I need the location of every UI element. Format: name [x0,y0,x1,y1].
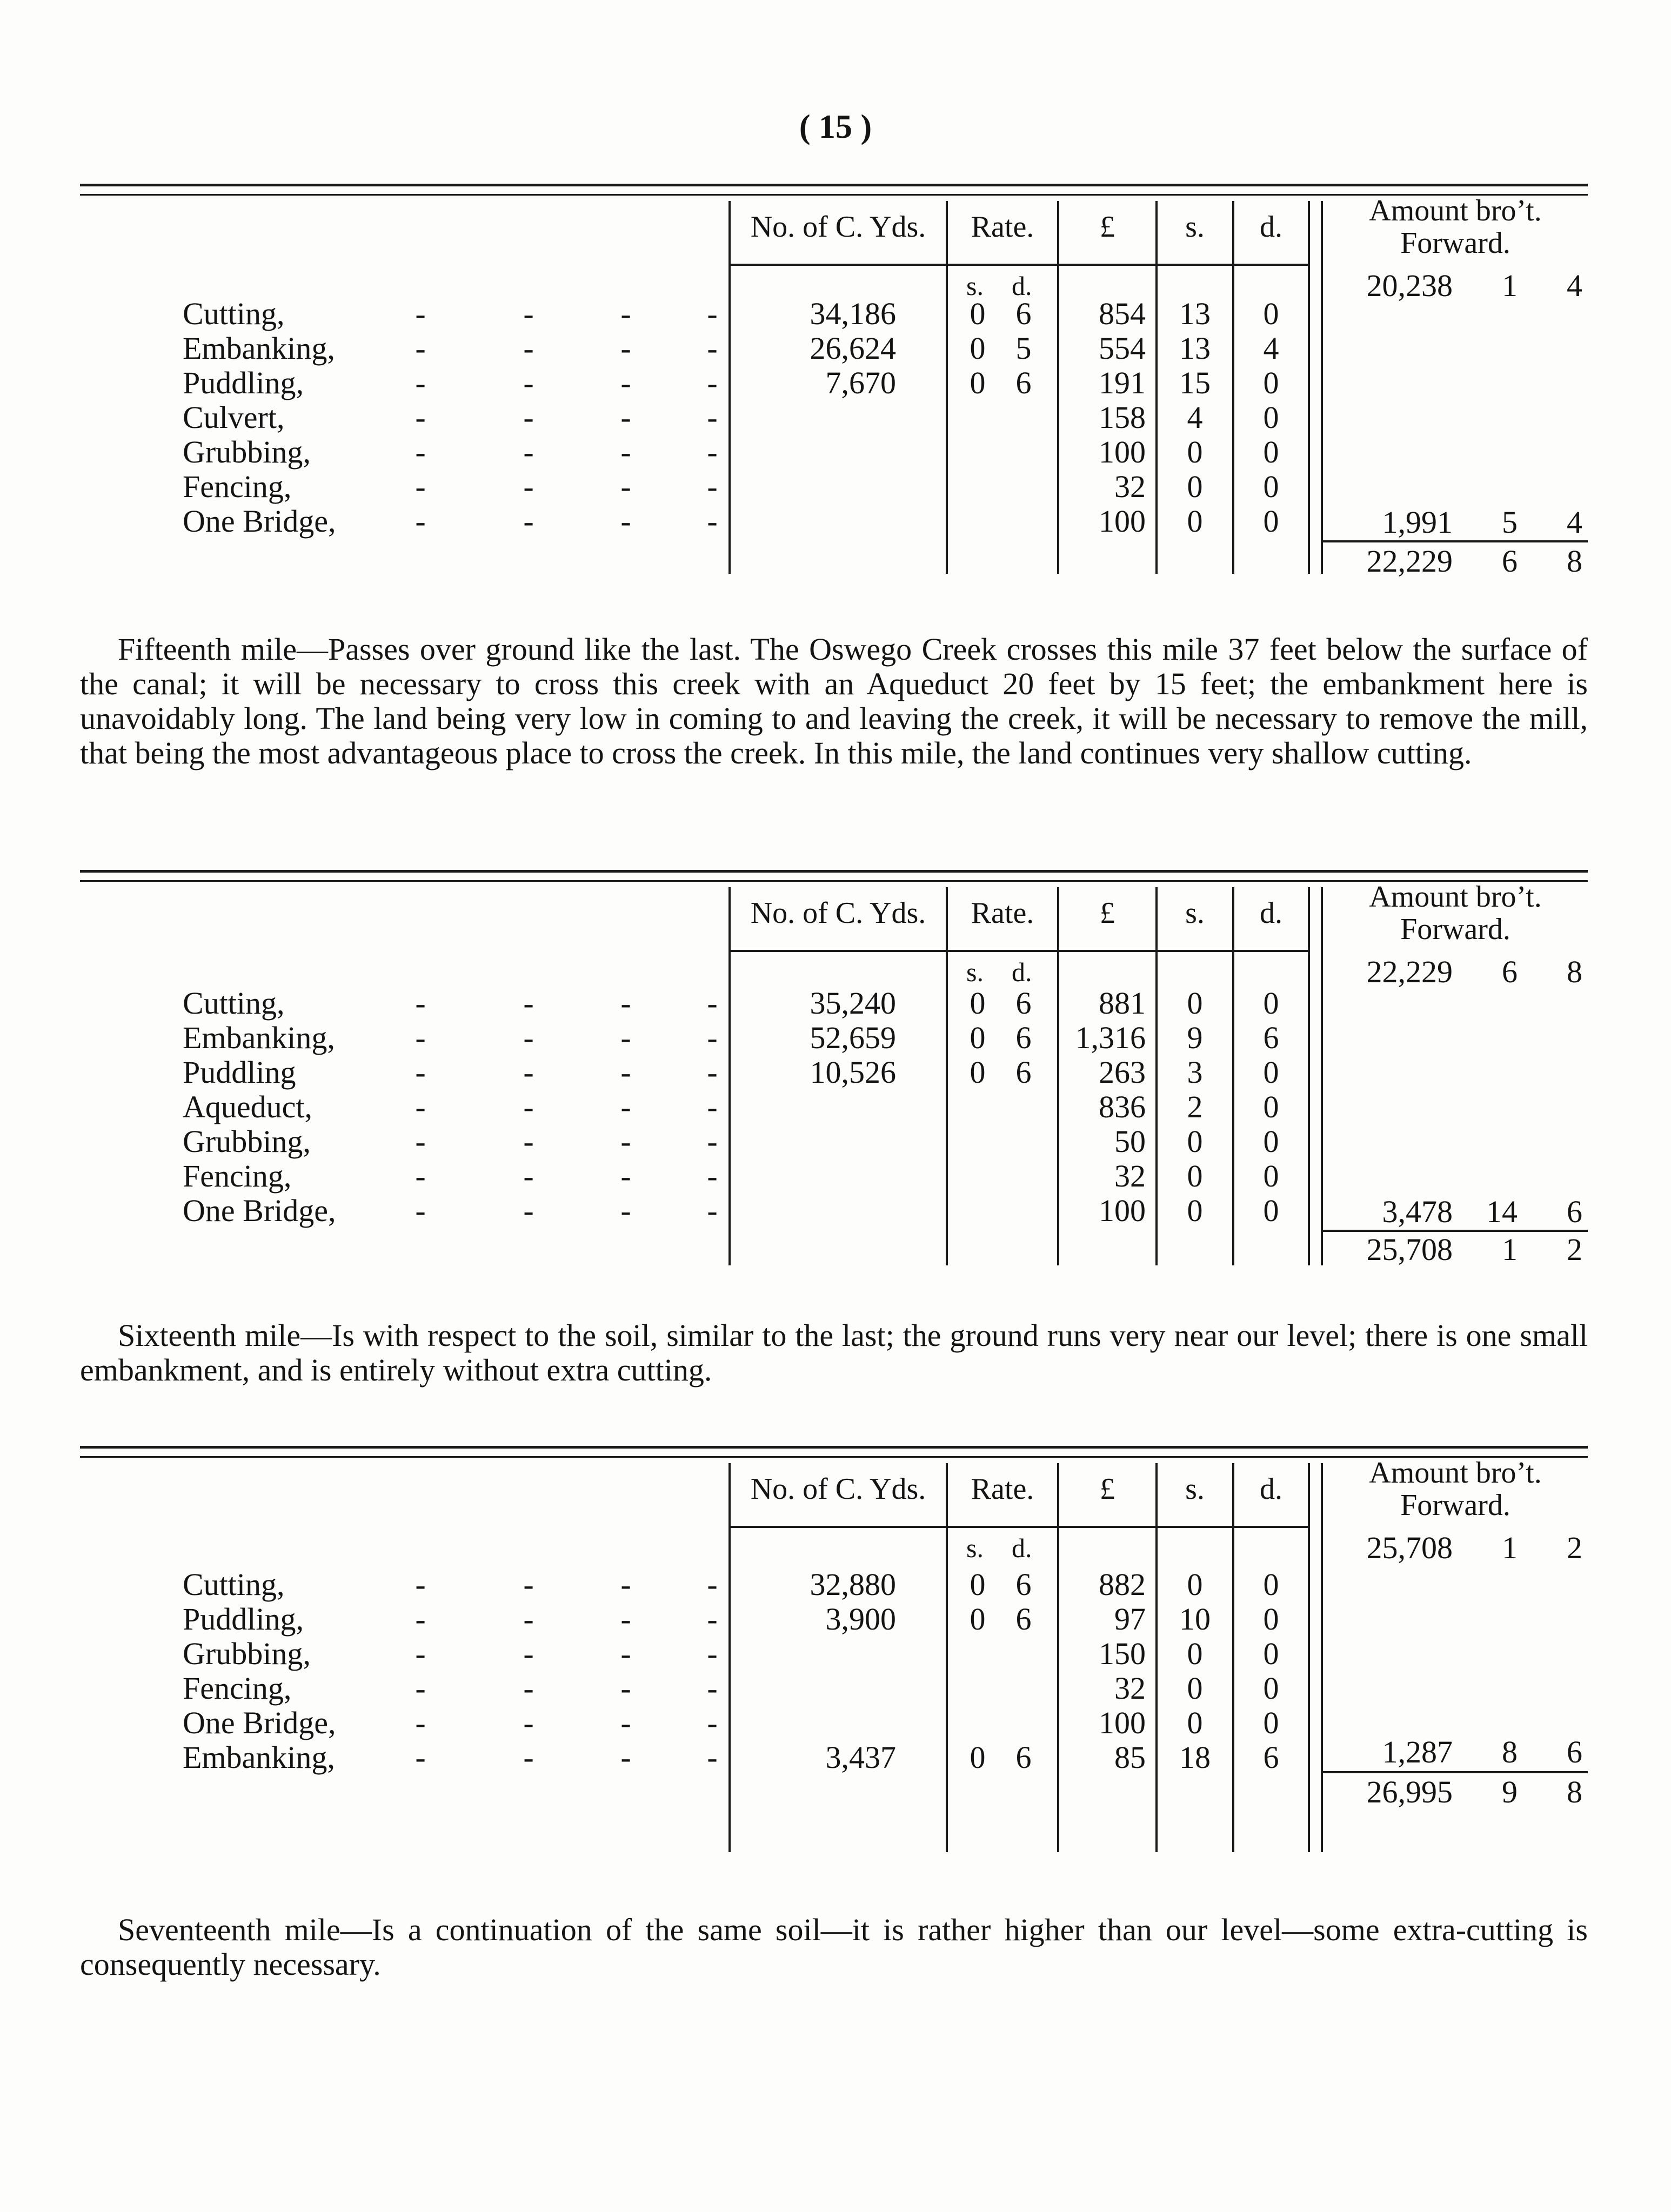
table-row [80,1568,1588,1601]
leader-dash: - [523,1671,534,1706]
cell-yards: 35,240 [810,986,896,1021]
header-amount-forward [1323,881,1588,946]
leader-dash: - [523,1601,534,1637]
table-top-rule [80,870,1588,882]
leader-dash: - [523,1705,534,1740]
subtotal-l: 3,478 [1382,1194,1453,1229]
paragraph-text: Sixteenth mile—Is with respect to the soil, similar to the last; the ground runs very near our level; there is one small embankment, and is entirely without extra cutting. [80,1318,1588,1387]
leader-dash: - [415,434,426,470]
cell-item: Cutting, [183,986,285,1021]
leader-dash: - [415,296,426,331]
amount-header-line2: Forward. [1400,226,1510,260]
cost-table-fifteenth-mile [80,870,1588,1270]
cell-rate-d: 6 [1015,1020,1032,1055]
header-pounds: £ [1100,210,1115,244]
cell-d: 0 [1263,1124,1279,1159]
table-row [80,1706,1588,1740]
leader-dash: - [415,400,426,435]
cell-item: One Bridge, [183,504,336,539]
cell-rate-s: 0 [970,1601,986,1637]
forward-d: 2 [1567,1530,1582,1565]
cell-d: 0 [1263,504,1279,539]
cell-item: Puddling [183,1055,296,1090]
header-pounds: £ [1100,1472,1115,1506]
leader-dash: - [620,296,631,331]
total-l: 22,229 [1366,544,1453,579]
header-pence: d. [1260,896,1282,930]
cell-d: 0 [1263,986,1279,1021]
cell-d: 6 [1263,1020,1279,1055]
leader-dash: - [523,1193,534,1228]
leader-dash: - [707,400,718,435]
cost-table-sixteenth-mile [80,1446,1588,1856]
subtotal-d: 4 [1567,505,1582,540]
cell-l: 854 [1099,296,1146,331]
cell-rate-s: 0 [970,1020,986,1055]
leader-dash: - [523,1636,534,1671]
paragraph-seventeenth-mile [80,1913,1588,1982]
cell-rate-s: 0 [970,1055,986,1090]
cell-rate-d: 6 [1015,1601,1032,1637]
cell-s: 15 [1179,365,1211,400]
leader-dash: - [415,1601,426,1637]
rate-d-label: d. [1012,1533,1032,1563]
cell-item: Grubbing, [183,434,311,470]
cell-d: 0 [1263,365,1279,400]
table-row [80,1021,1588,1055]
header-yards: No. of C. Yds. [750,1472,926,1506]
forward-l: 20,238 [1366,268,1453,303]
cell-l: 85 [1114,1740,1146,1775]
table-row [80,1056,1588,1089]
leader-dash: - [415,1089,426,1124]
cell-item: Grubbing, [183,1124,311,1159]
leader-dash: - [415,1055,426,1090]
cell-l: 554 [1099,331,1146,366]
subtotal-l: 1,991 [1382,505,1453,540]
total-d: 8 [1567,544,1582,579]
leader-dash: - [707,1055,718,1090]
subtotal-s: 14 [1486,1194,1518,1229]
leader-dash: - [707,331,718,366]
header-pounds: £ [1100,896,1115,930]
leader-dash: - [707,365,718,400]
cell-l: 100 [1099,504,1146,539]
cell-d: 4 [1263,331,1279,366]
forward-l: 25,708 [1366,1530,1453,1565]
cell-s: 13 [1179,296,1211,331]
cell-d: 0 [1263,1705,1279,1740]
amount-header-line1: Amount bro’t. [1369,194,1542,227]
cell-s: 0 [1187,1193,1203,1228]
cell-rate-s: 0 [970,365,986,400]
cell-d: 0 [1263,434,1279,470]
cell-l: 263 [1099,1055,1146,1090]
leader-dash: - [707,1671,718,1706]
forward-d: 4 [1567,268,1582,303]
header-pence: d. [1260,1472,1282,1506]
cell-l: 882 [1099,1567,1146,1602]
forward-l: 22,229 [1366,954,1453,989]
amount-header-line1: Amount bro’t. [1369,1456,1542,1490]
cell-s: 0 [1187,1705,1203,1740]
cell-s: 0 [1187,1567,1203,1602]
total-d: 8 [1567,1774,1582,1809]
cell-s: 3 [1187,1055,1203,1090]
leader-dash: - [620,1567,631,1602]
cell-item: Puddling, [183,365,304,400]
header-rate: Rate. [971,896,1034,930]
leader-dash: - [415,1636,426,1671]
leader-dash: - [620,400,631,435]
cell-l: 100 [1099,1193,1146,1228]
header-shillings: s. [1185,896,1205,930]
forward-s: 1 [1502,268,1518,303]
cell-s: 0 [1187,1636,1203,1671]
amount-header-line2: Forward. [1400,913,1510,946]
rate-s-label: s. [966,1533,984,1563]
leader-dash: - [523,331,534,366]
leader-dash: - [415,1158,426,1194]
paragraph-sixteenth-mile [80,1318,1588,1387]
header-underline [728,264,1308,266]
cell-l: 97 [1114,1601,1146,1637]
leader-dash: - [707,1705,718,1740]
leader-dash: - [620,1055,631,1090]
cell-s: 0 [1187,1671,1203,1706]
cell-d: 0 [1263,1636,1279,1671]
cell-l: 191 [1099,365,1146,400]
leader-dash: - [415,469,426,504]
forward-d: 8 [1567,954,1582,989]
leader-dash: - [523,434,534,470]
leader-dash: - [620,504,631,539]
table-row [80,332,1588,365]
cell-l: 32 [1114,1671,1146,1706]
table-row [80,1194,1588,1228]
forward-s: 1 [1502,1530,1518,1565]
total-s: 1 [1502,1232,1518,1267]
leader-dash: - [415,1124,426,1159]
subtotal-l: 1,287 [1382,1734,1453,1769]
leader-dash: - [620,1193,631,1228]
leader-dash: - [523,1055,534,1090]
leader-dash: - [523,1020,534,1055]
leader-dash: - [523,1089,534,1124]
leader-dash: - [620,1124,631,1159]
header-yards: No. of C. Yds. [750,896,926,930]
header-yards: No. of C. Yds. [750,210,926,244]
cell-item: Aqueduct, [183,1089,312,1124]
leader-dash: - [620,1601,631,1637]
paragraph-text: Seventeenth mile—Is a continuation of the same soil—it is rather higher than our level—some extra-cutting is consequently necessary. [80,1912,1588,1982]
cell-rate-d: 6 [1015,1055,1032,1090]
cell-l: 881 [1099,986,1146,1021]
cell-d: 6 [1263,1740,1279,1775]
cell-rate-d: 6 [1015,1740,1032,1775]
rate-d-label: d. [1012,271,1032,301]
leader-dash: - [707,1740,718,1775]
cell-yards: 3,437 [825,1740,896,1775]
table-row [80,1672,1588,1705]
leader-dash: - [415,331,426,366]
leader-dash: - [415,1705,426,1740]
table-row [80,297,1588,331]
cell-l: 32 [1114,469,1146,504]
leader-dash: - [620,331,631,366]
header-amount-forward [1323,1457,1588,1521]
leader-dash: - [707,469,718,504]
cell-item: One Bridge, [183,1705,336,1740]
cell-l: 100 [1099,1705,1146,1740]
cell-item: Puddling, [183,1601,304,1637]
leader-dash: - [707,1601,718,1637]
cell-d: 0 [1263,296,1279,331]
total-rule [1321,1230,1588,1232]
cell-rate-s: 0 [970,1567,986,1602]
cell-rate-s: 0 [970,331,986,366]
cell-item: Embanking, [183,1740,335,1775]
cell-item: Embanking, [183,1020,335,1055]
leader-dash: - [415,986,426,1021]
cell-yards: 7,670 [825,365,896,400]
cell-item: Cutting, [183,296,285,331]
leader-dash: - [707,1089,718,1124]
total-s: 9 [1502,1774,1518,1809]
cell-s: 13 [1179,331,1211,366]
cell-l: 50 [1114,1124,1146,1159]
cell-d: 0 [1263,1158,1279,1194]
subtotal-s: 8 [1502,1734,1518,1769]
table-row [80,987,1588,1020]
cell-s: 0 [1187,1158,1203,1194]
table-top-rule [80,184,1588,196]
leader-dash: - [707,1124,718,1159]
table-row [80,470,1588,504]
cell-yards: 32,880 [810,1567,896,1602]
header-amount-forward [1323,195,1588,259]
table-row [80,401,1588,434]
leader-dash: - [620,1020,631,1055]
table-top-rule [80,1446,1588,1458]
total-d: 2 [1567,1232,1582,1267]
cell-l: 150 [1099,1636,1146,1671]
cell-item: Fencing, [183,1158,292,1194]
total-l: 25,708 [1366,1232,1453,1267]
leader-dash: - [620,365,631,400]
cost-table-fourteenth-mile [80,184,1588,584]
leader-dash: - [523,1158,534,1194]
cell-rate-d: 6 [1015,1567,1032,1602]
cell-item: Grubbing, [183,1636,311,1671]
leader-dash: - [620,1671,631,1706]
paragraph-fifteenth-mile [80,632,1588,770]
leader-dash: - [415,1193,426,1228]
leader-dash: - [620,1740,631,1775]
cell-rate-d: 6 [1015,986,1032,1021]
cell-item: Culvert, [183,400,285,435]
cell-rate-s: 0 [970,986,986,1021]
table-row [80,1603,1588,1636]
table-row [80,366,1588,400]
cell-s: 0 [1187,434,1203,470]
leader-dash: - [620,1705,631,1740]
leader-dash: - [620,986,631,1021]
total-l: 26,995 [1366,1774,1453,1809]
subtotal-d: 6 [1567,1194,1582,1229]
cell-l: 100 [1099,434,1146,470]
amount-header-line1: Amount bro’t. [1369,880,1542,914]
total-rule [1321,540,1588,542]
cell-rate-d: 6 [1015,365,1032,400]
paragraph-text: Fifteenth mile—Passes over ground like the last. The Oswego Creek crosses this mile 37 feet below the surface of the canal; it will be necessary to cross this creek with an Aqueduct 20 feet by 15 feet; the embankment here is unavoidably long. The land being very low in coming to and leaving the creek, it will be necessary to remove the mill, that being the most advantageous place to cross the creek. In this mile, the land continues very shallow cutting. [80,632,1588,770]
table-row [80,1741,1588,1774]
cell-item: One Bridge, [183,1193,336,1228]
leader-dash: - [523,1740,534,1775]
cell-yards: 10,526 [810,1055,896,1090]
table-row [80,1637,1588,1671]
header-underline [728,1526,1308,1528]
cell-d: 0 [1263,469,1279,504]
cell-l: 158 [1099,400,1146,435]
leader-dash: - [707,1193,718,1228]
cell-item: Cutting, [183,1567,285,1602]
leader-dash: - [707,504,718,539]
cell-d: 0 [1263,1601,1279,1637]
leader-dash: - [523,469,534,504]
cell-item: Fencing, [183,1671,292,1706]
cell-d: 0 [1263,1193,1279,1228]
amount-header-line2: Forward. [1400,1489,1510,1522]
table-row [80,1090,1588,1124]
leader-dash: - [707,296,718,331]
cell-l: 836 [1099,1089,1146,1124]
leader-dash: - [620,1158,631,1194]
cell-d: 0 [1263,1567,1279,1602]
leader-dash: - [620,434,631,470]
leader-dash: - [707,1567,718,1602]
leader-dash: - [707,434,718,470]
leader-dash: - [523,365,534,400]
subtotal-d: 6 [1567,1734,1582,1769]
table-row [80,1125,1588,1158]
rate-s-label: s. [966,957,984,987]
header-pence: d. [1260,210,1282,244]
leader-dash: - [523,1124,534,1159]
leader-dash: - [523,1567,534,1602]
cell-s: 4 [1187,400,1203,435]
leader-dash: - [707,986,718,1021]
cell-l: 1,316 [1075,1020,1146,1055]
leader-dash: - [415,1567,426,1602]
cell-rate-d: 6 [1015,296,1032,331]
cell-d: 0 [1263,1055,1279,1090]
table-row [80,1159,1588,1193]
leader-dash: - [523,400,534,435]
leader-dash: - [620,469,631,504]
leader-dash: - [707,1636,718,1671]
cell-item: Fencing, [183,469,292,504]
leader-dash: - [415,1671,426,1706]
leader-dash: - [620,1089,631,1124]
leader-dash: - [415,504,426,539]
subtotal-s: 5 [1502,505,1518,540]
cell-yards: 3,900 [825,1601,896,1637]
leader-dash: - [523,296,534,331]
cell-rate-s: 0 [970,1740,986,1775]
cell-s: 2 [1187,1089,1203,1124]
rate-d-label: d. [1012,957,1032,987]
leader-dash: - [415,365,426,400]
cell-yards: 34,186 [810,296,896,331]
total-s: 6 [1502,544,1518,579]
cell-rate-s: 0 [970,296,986,331]
leader-dash: - [523,504,534,539]
leader-dash: - [415,1740,426,1775]
leader-dash: - [415,1020,426,1055]
cell-d: 0 [1263,1089,1279,1124]
forward-s: 6 [1502,954,1518,989]
header-underline [728,950,1308,952]
table-row [80,435,1588,469]
leader-dash: - [523,986,534,1021]
cell-s: 0 [1187,986,1203,1021]
table-row [80,505,1588,538]
cell-rate-d: 5 [1015,331,1032,366]
cell-yards: 52,659 [810,1020,896,1055]
header-rate: Rate. [971,210,1034,244]
leader-dash: - [707,1020,718,1055]
leader-dash: - [707,1158,718,1194]
cell-s: 0 [1187,1124,1203,1159]
cell-yards: 26,624 [810,331,896,366]
cell-s: 0 [1187,504,1203,539]
rate-s-label: s. [966,271,984,301]
cell-d: 0 [1263,1671,1279,1706]
cell-s: 0 [1187,469,1203,504]
header-rate: Rate. [971,1472,1034,1506]
cell-s: 18 [1179,1740,1211,1775]
page-number: ( 15 ) [799,109,872,145]
cell-s: 10 [1179,1601,1211,1637]
header-shillings: s. [1185,1472,1205,1506]
cell-d: 0 [1263,400,1279,435]
cell-item: Embanking, [183,331,335,366]
leader-dash: - [620,1636,631,1671]
cell-s: 9 [1187,1020,1203,1055]
header-shillings: s. [1185,210,1205,244]
cell-l: 32 [1114,1158,1146,1194]
